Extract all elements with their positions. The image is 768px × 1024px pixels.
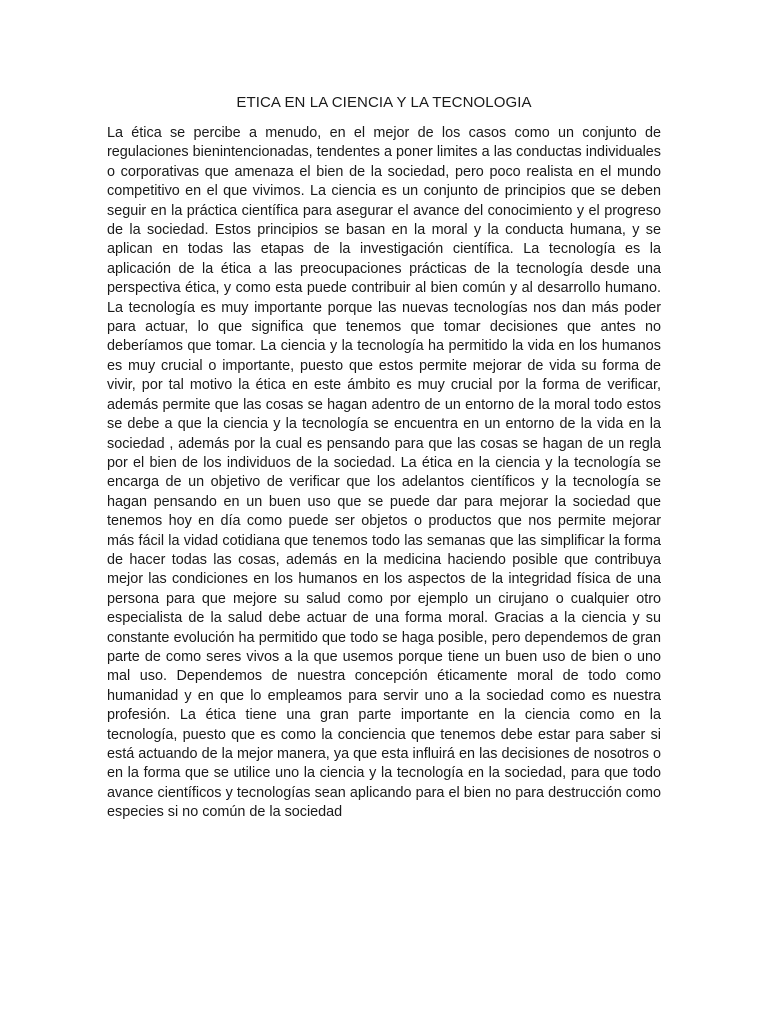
document-title: ETICA EN LA CIENCIA Y LA TECNOLOGIA	[236, 94, 532, 111]
document-body-paragraph: La ética se percibe a menudo, en el mejor de los casos como un conjunto de regulaciones bienintencionadas, tendentes a poner limites a las conductas individuales o corporativas que amenaza el bien de la sociedad, pero poco realista en el mundo competitivo en el que vivimos. La ciencia es un conjunto de principios que se deben seguir en la práctica científica para asegurar el avance del conocimiento y el progreso de la sociedad. Estos principios se basan en la moral y la conducta humana, y se aplican en todas las etapas de la investigación científica. La tecnología es la aplicación de la ética a las preocupaciones prácticas de la tecnología desde una perspectiva ética, y como esta puede contribuir al bien común y al desarrollo humano. La tecnología es muy importante porque las nuevas tecnologías nos dan más poder para actuar, lo que significa que tenemos que tomar decisiones que antes no deberíamos que tomar. La ciencia y la tecnología ha permitido la vida en los humanos es muy crucial o importante, puesto que estos permite mejorar de vida su forma de vivir, por tal motivo la ética en este ámbito es muy crucial por la forma de verificar, además permite que las cosas se hagan adentro de un entorno de la moral todo estos se debe a que la ciencia y la tecnología se encuentra en un entorno de la vida en la sociedad , además por la cual es pensando para que las cosas se hagan de un regla por el bien de los individuos de la sociedad. La ética en la ciencia y la tecnología se encarga de un objetivo de verificar que los adelantos científicos y la tecnología se hagan pensando en un buen uso que se puede dar para mejorar la sociedad que tenemos hoy en día como puede ser objetos o productos que nos permite mejorar más fácil la vidad cotidiana que tenemos todo las semanas que las simplificar la forma de hacer todas las cosas, además en la medicina haciendo posible que contribuya mejor las condiciones en los humanos en los aspectos de la integridad física de una persona para que mejore su salud como por ejemplo un cirujano o cualquier otro especialista de la salud debe actuar de una forma moral. Gracias a la ciencia y su constante evolución ha permitido que todo se haga posible, pero dependemos de gran parte de como seres vivos a la que usemos porque tiene un buen uso de bien o uno mal uso. Dependemos de nuestra concepción éticamente moral de todo como humanidad y en que lo empleamos para servir uno a la sociedad como es nuestra profesión. La ética tiene una gran parte importante en la ciencia como en la tecnología, puesto que es como la conciencia que tenemos debe estar para saber si está actuando de la mejor manera, ya que esta influirá en las decisiones de nosotros o en la forma que se utilice uno la ciencia y la tecnología en la sociedad, para que todo avance científicos y tecnologías sean aplicando para el bien no para destrucción como especies si no común de la sociedad	[107, 125, 661, 821]
